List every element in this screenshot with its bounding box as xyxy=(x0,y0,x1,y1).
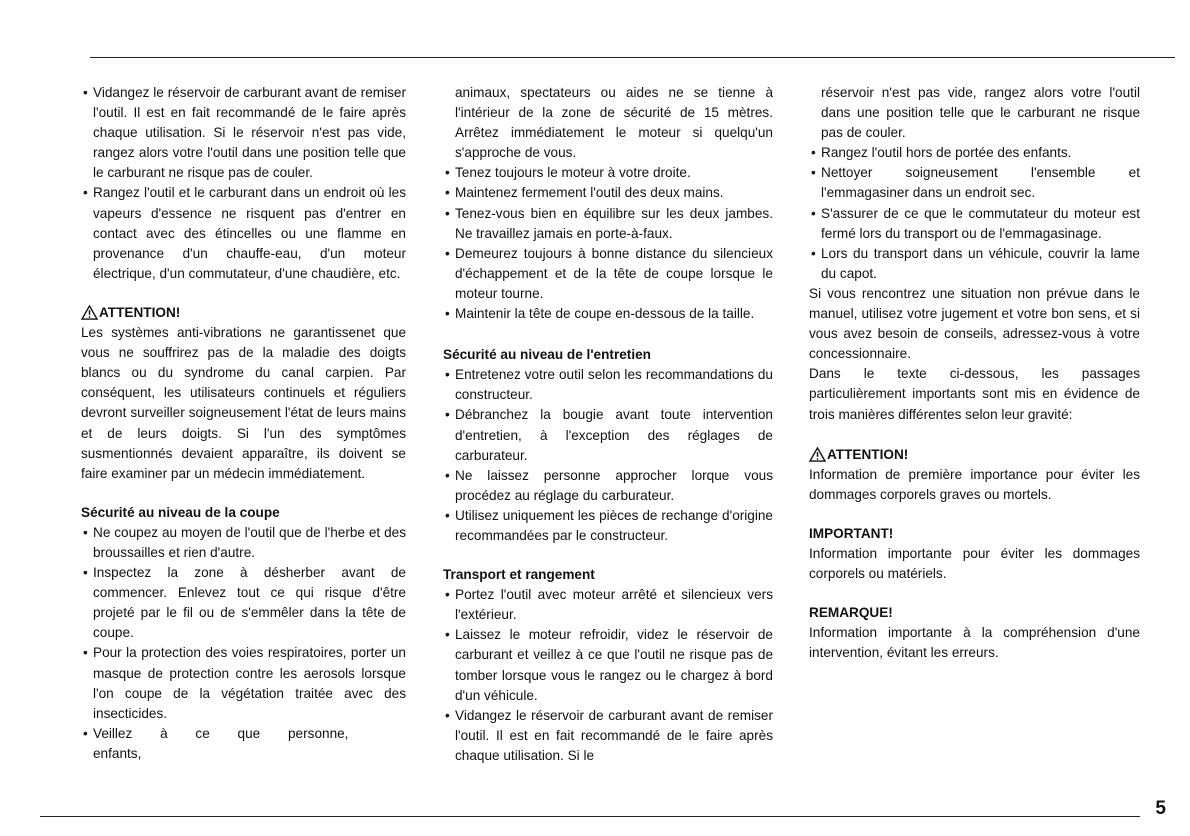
list-item: • S'assurer de ce que le commutateur du moteur est fermé lors du transport ou de l'emmagasinage. xyxy=(809,204,1140,244)
attention-title: ATTENTION! xyxy=(827,446,909,462)
list-item: • Ne laissez personne approcher lorque vous procédez au réglage du carburateur. xyxy=(443,466,773,506)
storage-bullet-list xyxy=(809,143,1140,284)
list-item: • Laissez le moteur refroidir, videz le réservoir de carburant et veillez à ce que l'outil ne risque pas de tomber lorsque vous le rangez ou le chargez à bord d'un véhicule. xyxy=(443,625,773,705)
page-number: 5 xyxy=(1155,798,1166,819)
list-item: • Lors du transport dans un véhicule, couvrir la lame du capot. xyxy=(809,244,1140,284)
transport-bullet-list xyxy=(443,585,773,766)
bottom-rule xyxy=(40,816,1140,817)
list-item: • Vidangez le réservoir de carburant avant de remiser l'outil. Il est en fait recommandé de le faire après chaque utilisation. Si le réservoir n'est pas vide, rangez alors votre l'outil dans une position telle que le carburant ne risque pas de couler. xyxy=(81,83,406,183)
attention-text: Information de première importance pour éviter les dommages corporels graves ou mortels. xyxy=(809,466,1140,502)
list-item: • Veillez à ce que personne, enfants, xyxy=(81,724,406,764)
column-1 xyxy=(81,83,406,764)
list-item: • Demeurez toujours à bonne distance du silencieux d'échappement et de la tête de coupe lorsque le moteur tourne. xyxy=(443,244,773,304)
list-item: • Pour la protection des voies respiratoires, porter un masque de protection contre les aerosols lorsque l'on coupe de la végétation traitée avec des insecticides. xyxy=(81,643,406,723)
list-item: • Tenez toujours le moteur à votre droite. xyxy=(443,163,773,183)
list-item: • Rangez l'outil et le carburant dans un endroit où les vapeurs d'essence ne risquent pas d'entrer en contact avec des étincelles ou une flamme en provenance d'un chauffe-eau, d'un moteur électrique, d'un commutateur, d'une chaudière, etc. xyxy=(81,183,406,283)
list-item: • Entretenez votre outil selon les recommandations du constructeur. xyxy=(443,365,773,405)
attention-heading xyxy=(809,445,1140,465)
list-item: • Inspectez la zone à désherber avant de commencer. Enlevez tout ce qui risque d'être projeté par le fil ou de s'emmêler dans la tête de coupe. xyxy=(81,563,406,643)
storage-bullet-list xyxy=(81,83,406,284)
section-title-transport: Transport et rangement xyxy=(443,567,595,583)
remarque-title: REMARQUE! xyxy=(809,605,893,621)
attention-title: ATTENTION! xyxy=(99,304,181,320)
top-rule xyxy=(90,57,1175,58)
continuation-text: réservoir n'est pas vide, rangez alors votre l'outil dans une position telle que le carburant ne risque pas de couler. xyxy=(821,85,1140,141)
maintenance-bullet-list xyxy=(443,365,773,546)
list-item: • Débranchez la bougie avant toute intervention d'entretien, à l'exception des réglages de carburateur. xyxy=(443,405,773,465)
list-item: • Nettoyer soigneusement l'ensemble et l'emmagasiner dans un endroit sec. xyxy=(809,163,1140,203)
list-item: • Portez l'outil avec moteur arrêté et silencieux vers l'extérieur. xyxy=(443,585,773,625)
important-text: Information importante pour éviter les dommages corporels ou matériels. xyxy=(809,545,1140,582)
warning-triangle-icon xyxy=(81,305,98,320)
list-item: • Maintenir la tête de coupe en-dessous de la taille. xyxy=(443,304,773,324)
handling-bullet-list xyxy=(443,163,773,324)
list-item: • Vidangez le réservoir de carburant avant de remiser l'outil. Il est en fait recommandé de le faire après chaque utilisation. Si le xyxy=(443,706,773,766)
unforeseen-paragraph: Si vous rencontrez une situation non prévue dans le manuel, utilisez votre jugement et votre bon sens, et si vous avez besoin de conseils, adressez-vous à votre concessionnaire. xyxy=(809,285,1140,362)
continuation-text: animaux, spectateurs ou aides ne se tienne à l'intérieur de la zone de sécurité de 15 mètres. Arrêtez immédiatement le moteur si quelqu'un s'approche de vous. xyxy=(455,85,773,161)
list-item: • Ne coupez au moyen de l'outil que de l'herbe et des broussailles et rien d'autre. xyxy=(81,523,406,563)
column-3 xyxy=(809,83,1140,663)
cutting-bullet-list xyxy=(81,523,406,764)
highlight-intro-paragraph: Dans le texte ci-dessous, les passages particulièrement importants sont mis en évidence de trois manières différentes selon leur gravité: xyxy=(809,366,1140,422)
list-item: • Rangez l'outil hors de portée des enfants. xyxy=(809,143,1140,163)
section-title-maintenance: Sécurité au niveau de l'entretien xyxy=(443,347,651,363)
remarque-text: Information importante à la compréhension d'une intervention, évitant les erreurs. xyxy=(809,625,1140,661)
important-title: IMPORTANT! xyxy=(809,525,894,541)
list-item: • Utilisez uniquement les pièces de rechange d'origine recommandées par le constructeur. xyxy=(443,506,773,546)
column-2 xyxy=(443,83,773,766)
warning-triangle-icon xyxy=(809,447,826,462)
list-item: • Maintenez fermement l'outil des deux mains. xyxy=(443,183,773,203)
section-title-cutting: Sécurité au niveau de la coupe xyxy=(81,504,280,520)
list-item: • Tenez-vous bien en équilibre sur les deux jambes. Ne travaillez jamais en porte-à-faux. xyxy=(443,204,773,244)
attention-heading xyxy=(81,303,406,323)
attention-text: Les systèmes anti-vibrations ne garantissenet que vous ne souffrirez pas de la maladie des doigts blancs ou du syndrome du canal carpien. Par conséquent, les utilisateurs continuels et réguliers devront surveiller soigneusement l'état de leurs mains et de leurs doigts. Si l'un des symptômes susmentionnés devaient apparaître, ils doivent se faire examiner par un médecin immédiatement. xyxy=(81,325,406,481)
